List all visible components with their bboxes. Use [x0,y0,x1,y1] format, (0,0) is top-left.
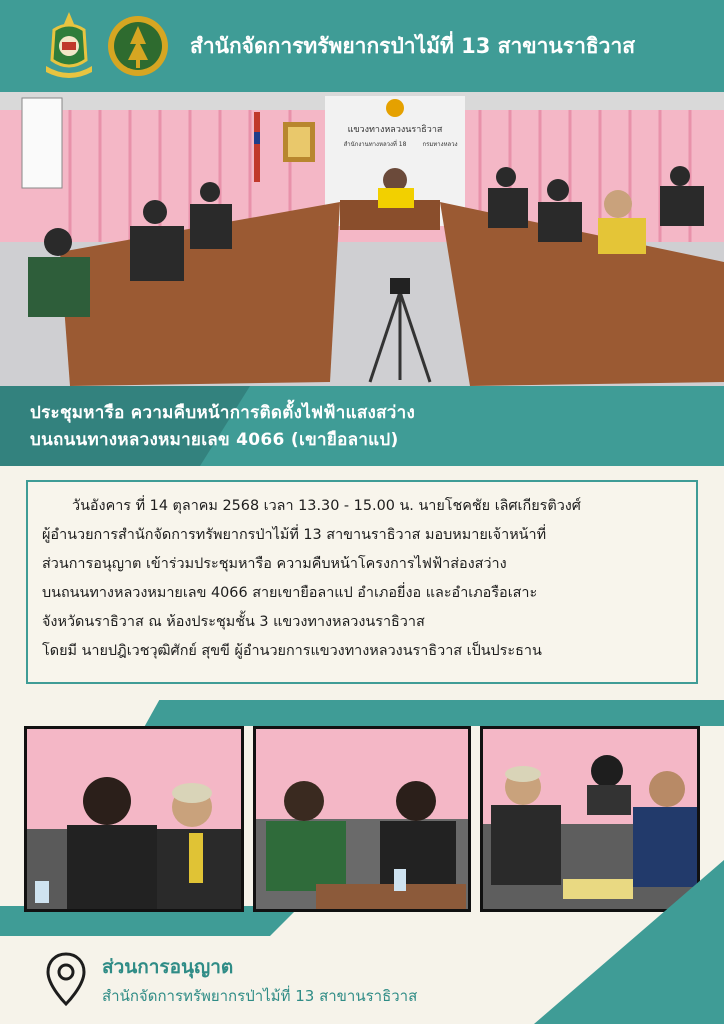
headline-line1: ประชุมหารือ ความคืบหน้าการติดตั้งไฟฟ้าแสงสว่าง [30,403,416,423]
hero-meeting-photo [0,92,724,386]
photo-thumbnail-2 [253,726,471,912]
body-line: โดยมี นายปฎิเวชวุฒิศักย์ สุขขี ผู้อำนวยการแขวงทางหลวงนราธิวาส เป็นประธาน [42,643,542,659]
body-line: บนถนนทางหลวงหมายเลข 4066 สายเขายือลาแป อำเภอยี่งอ และอำเภอรือเสาะ [42,585,538,601]
header-banner [0,0,724,92]
body-line: วันอังคาร ที่ 14 ตุลาคม 2568 เวลา 13.30 - 15.00 น. นายโชคชัย เลิศเกียรติวงศ์ [72,498,581,514]
decor-strip [0,700,724,726]
headline-line2: บนถนนทางหลวงหมายเลข 4066 (เขายือลาแป) [30,430,399,450]
footer-office: สำนักจัดการทรัพยากรป่าไม้ที่ 13 สาขานราธิวาส [102,987,418,1005]
photo-thumbnail-1 [24,726,244,912]
wall-sign-line3: กรมทางหลวง [422,141,458,148]
photo-thumbnail-3 [480,726,700,912]
body-line: จังหวัดนราธิวาส ณ ห้องประชุมชั้น 3 แขวงทางหลวงนราธิวาส [42,614,425,630]
royal-forest-seal-logo [106,10,170,82]
location-pin-icon [46,952,86,1006]
body-line: ส่วนการอนุญาต เข้าร่วมประชุมหารือ ความคืบหน้าโครงการไฟฟ้าส่องสว่าง [42,556,507,572]
headline [30,400,415,454]
body-line: ผู้อำนวยการสำนักจัดการทรัพยากรป่าไม้ที่ 13 สาขานราธิวาส มอบหมายเจ้าหน้าที่ [42,527,547,543]
wall-sign-line2: สำนักงานทางหลวงที่ 18 [343,141,407,148]
body-text-box [26,480,698,684]
wall-sign-line1: แขวงทางหลวงนราธิวาส [347,125,443,135]
emblem-logo [38,10,100,82]
header-title: สำนักจัดการทรัพยากรป่าไม้ที่ 13 สาขานราธิวาส [190,34,636,58]
footer-department: ส่วนการอนุญาต [102,956,234,978]
